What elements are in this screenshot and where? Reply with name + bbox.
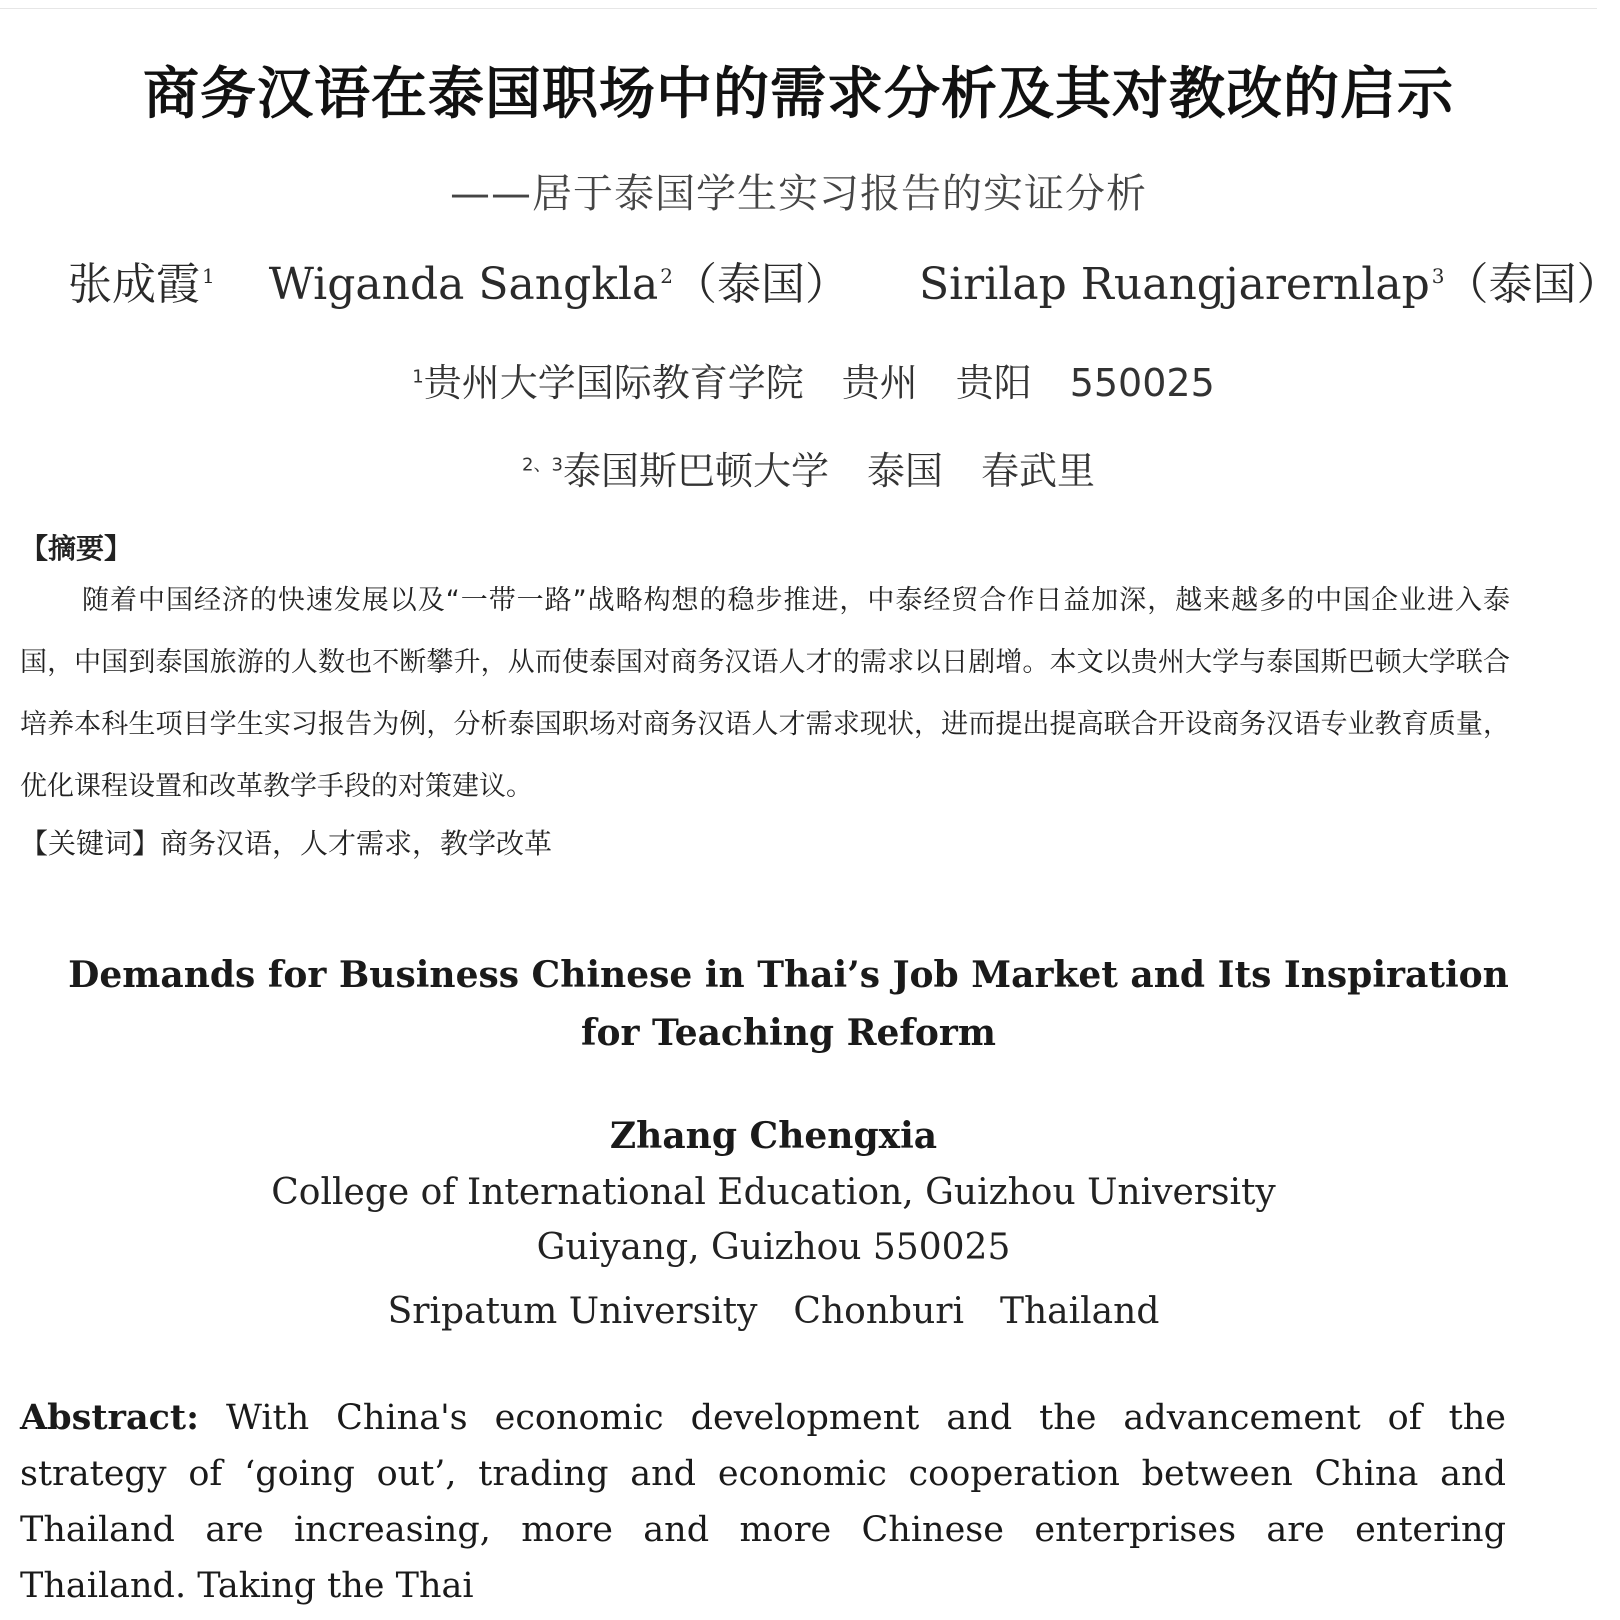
cn-abstract-heading: 【摘要】: [20, 532, 133, 565]
author-3-sup: 3: [1431, 264, 1445, 289]
cn-subtitle: ——居于泰国学生实习报告的实证分析: [450, 171, 1147, 217]
en-abstract-label: Abstract:: [20, 1397, 200, 1438]
cn-keywords-text: 商务汉语，人才需求，教学改革: [160, 827, 553, 860]
cn-abstract-text: 随着中国经济的快速发展以及“一带一路”战略构想的稳步推进，中泰经贸合作日益加深，越来越多的中国企业进入泰国，中国到泰国旅游的人数也不断攀升，从而使泰国对商务汉语人才的需求以日剧增。本文以贵州大学与泰国斯巴顿大学联合培养本科生项目学生实习报告为例，分析泰国职场对商务汉语人才需求现状，进而提出提高联合开设商务汉语专业教育质量，优化课程设置和改革教学手段的对策建议。: [20, 585, 1510, 802]
cn-keywords: [20, 822, 552, 862]
author-1: [68, 248, 215, 312]
en-title: Demands for Business Chinese in Thai’s Job Market and Its Inspiration for Teaching Reform: [68, 954, 1509, 1054]
author-2-sup: 2: [660, 264, 673, 289]
en-author: Zhang Chengxia: [609, 1115, 938, 1157]
cn-title: 商务汉语在泰国职场中的需求分析及其对教改的启示: [143, 62, 1454, 127]
en-affiliation-3: Sripatum University Chonburi Thailand: [387, 1291, 1160, 1332]
author-3: [919, 248, 1620, 312]
author-2-name: Wiganda Sangkla: [268, 259, 659, 310]
cn-affiliation-1-sup: 1: [412, 366, 424, 388]
author-3-name: Sirilap Ruangjarernlap: [918, 259, 1430, 310]
en-affiliation-2: Guiyang, Guizhou 550025: [536, 1227, 1011, 1268]
top-divider: [0, 8, 1597, 9]
cn-keywords-label: 【关键词】: [20, 827, 161, 860]
author-1-sup: 1: [202, 264, 215, 289]
author-1-name: 张成霞: [68, 259, 200, 310]
en-abstract-text: With China's economic development and the advancement of the strategy of ‘going out’, trading and economic cooperation between China and Thailand are increasing, more and more Chinese enterprises are entering Thailand. Taking the Thai: [20, 1398, 1506, 1606]
cn-affiliation-2-sup: 2、3: [522, 454, 563, 476]
cn-affiliation-2-text: 泰国斯巴顿大学 泰国 春武里: [562, 449, 1095, 493]
en-abstract: [20, 1390, 1506, 1614]
author-line: [68, 248, 1620, 312]
author-2-country: （泰国）: [672, 259, 849, 310]
cn-affiliation-2: [20, 440, 1597, 495]
author-3-country: （泰国）: [1444, 259, 1620, 310]
en-affiliation-1: College of International Education, Guizhou University: [271, 1172, 1276, 1213]
author-2: [269, 248, 849, 312]
cn-affiliation-1-text: 贵州大学国际教育学院 贵州 贵阳 550025: [423, 361, 1215, 405]
cn-affiliation-1: [30, 352, 1597, 407]
